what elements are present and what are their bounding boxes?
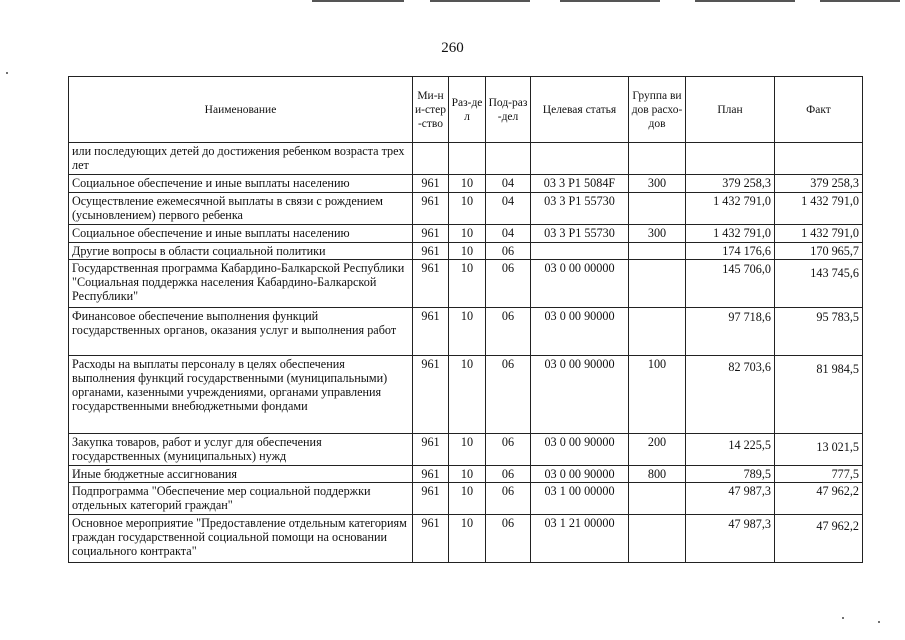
row-name: Основное мероприятие "Предоставление отдельным категориям граждан государственной социальной помощи на основании социального контракта" <box>69 515 413 563</box>
row-target: 03 1 21 00000 <box>531 515 629 563</box>
row-name: Социальное обеспечение и иные выплаты населению <box>69 225 413 243</box>
row-subsection: 06 <box>486 243 531 260</box>
row-group: 800 <box>629 466 686 483</box>
table-row <box>69 143 863 175</box>
row-group <box>629 260 686 308</box>
row-name: Государственная программа Кабардино-Балкарской Республики "Социальная поддержка населения Кабардино-Балкарской Республики" <box>69 260 413 308</box>
scan-speck <box>842 617 844 619</box>
row-subsection: 06 <box>486 515 531 563</box>
header-plan: План <box>686 77 775 143</box>
scan-speck <box>878 621 880 623</box>
row-ministry: 961 <box>413 356 449 434</box>
scan-speck <box>6 72 8 74</box>
row-plan: 145 706,0 <box>686 260 775 308</box>
row-fact: 47 962,2 <box>775 515 863 563</box>
row-name: Другие вопросы в области социальной политики <box>69 243 413 260</box>
row-ministry <box>413 143 449 175</box>
table-row <box>69 515 863 563</box>
row-fact: 81 984,5 <box>775 356 863 434</box>
row-plan <box>686 143 775 175</box>
row-name: Закупка товаров, работ и услуг для обеспечения государственных (муниципальных) нужд <box>69 434 413 466</box>
row-subsection: 04 <box>486 175 531 193</box>
row-section: 10 <box>449 356 486 434</box>
scan-line <box>312 0 404 2</box>
row-ministry: 961 <box>413 515 449 563</box>
scan-line <box>560 0 660 2</box>
row-section: 10 <box>449 308 486 356</box>
row-group: 300 <box>629 175 686 193</box>
row-plan: 379 258,3 <box>686 175 775 193</box>
row-group <box>629 243 686 260</box>
table-row <box>69 193 863 225</box>
row-section: 10 <box>449 193 486 225</box>
row-name: Социальное обеспечение и иные выплаты населению <box>69 175 413 193</box>
table-row <box>69 466 863 483</box>
row-group <box>629 515 686 563</box>
row-subsection: 06 <box>486 356 531 434</box>
row-target: 03 0 00 90000 <box>531 434 629 466</box>
row-name: Расходы на выплаты персоналу в целях обеспечения выполнения функций государственными (муниципальными) органами, казенными учреждениями, органами управления государственными внебюджетными фондами <box>69 356 413 434</box>
row-subsection: 06 <box>486 260 531 308</box>
row-target: 03 0 00 90000 <box>531 308 629 356</box>
row-subsection: 06 <box>486 308 531 356</box>
header-fact: Факт <box>775 77 863 143</box>
row-ministry: 961 <box>413 175 449 193</box>
row-name: Финансовое обеспечение выполнения функций государственных органов, оказания услуг и выполнения работ <box>69 308 413 356</box>
row-plan: 174 176,6 <box>686 243 775 260</box>
row-target: 03 3 P1 5084F <box>531 175 629 193</box>
row-fact: 379 258,3 <box>775 175 863 193</box>
row-fact: 143 745,6 <box>775 260 863 308</box>
page-number: 260 <box>441 40 464 56</box>
row-name: Иные бюджетные ассигнования <box>69 466 413 483</box>
row-fact: 47 962,2 <box>775 483 863 515</box>
row-ministry: 961 <box>413 260 449 308</box>
row-target: 03 0 00 90000 <box>531 466 629 483</box>
table-row <box>69 260 863 308</box>
scan-line <box>695 0 795 2</box>
header-target: Целевая статья <box>531 77 629 143</box>
row-group <box>629 483 686 515</box>
row-name: Подпрограмма "Обеспечение мер социальной поддержки отдельных категорий граждан" <box>69 483 413 515</box>
row-ministry: 961 <box>413 434 449 466</box>
row-fact: 1 432 791,0 <box>775 225 863 243</box>
row-target: 03 1 00 00000 <box>531 483 629 515</box>
row-group <box>629 143 686 175</box>
row-group: 300 <box>629 225 686 243</box>
row-section: 10 <box>449 243 486 260</box>
row-section: 10 <box>449 483 486 515</box>
row-subsection: 04 <box>486 193 531 225</box>
row-plan: 1 432 791,0 <box>686 193 775 225</box>
row-target: 03 0 00 90000 <box>531 356 629 434</box>
table-row <box>69 225 863 243</box>
row-fact <box>775 143 863 175</box>
row-target <box>531 243 629 260</box>
row-ministry: 961 <box>413 466 449 483</box>
row-ministry: 961 <box>413 193 449 225</box>
row-target: 03 0 00 00000 <box>531 260 629 308</box>
row-group <box>629 308 686 356</box>
row-group: 200 <box>629 434 686 466</box>
row-plan: 1 432 791,0 <box>686 225 775 243</box>
row-plan: 47 987,3 <box>686 483 775 515</box>
row-ministry: 961 <box>413 308 449 356</box>
row-subsection: 06 <box>486 466 531 483</box>
row-fact: 777,5 <box>775 466 863 483</box>
row-section: 10 <box>449 515 486 563</box>
row-target <box>531 143 629 175</box>
table-row <box>69 308 863 356</box>
row-subsection: 06 <box>486 483 531 515</box>
row-target: 03 3 P1 55730 <box>531 225 629 243</box>
row-section: 10 <box>449 225 486 243</box>
row-plan: 14 225,5 <box>686 434 775 466</box>
row-fact: 1 432 791,0 <box>775 193 863 225</box>
row-ministry: 961 <box>413 243 449 260</box>
row-section <box>449 143 486 175</box>
row-subsection <box>486 143 531 175</box>
row-ministry: 961 <box>413 225 449 243</box>
row-plan: 97 718,6 <box>686 308 775 356</box>
row-subsection: 04 <box>486 225 531 243</box>
row-section: 10 <box>449 260 486 308</box>
table-row <box>69 434 863 466</box>
budget-table <box>68 76 863 563</box>
row-plan: 82 703,6 <box>686 356 775 434</box>
header-name: Наименование <box>69 77 413 143</box>
row-group: 100 <box>629 356 686 434</box>
table-row <box>69 356 863 434</box>
row-name: или последующих детей до достижения ребенком возраста трех лет <box>69 143 413 175</box>
row-name: Осуществление ежемесячной выплаты в связи с рождением (усыновлением) первого ребенка <box>69 193 413 225</box>
row-fact: 13 021,5 <box>775 434 863 466</box>
row-ministry: 961 <box>413 483 449 515</box>
row-section: 10 <box>449 175 486 193</box>
table-row <box>69 483 863 515</box>
row-fact: 170 965,7 <box>775 243 863 260</box>
row-group <box>629 193 686 225</box>
header-group: Группа видов расхо-дов <box>629 77 686 143</box>
header-subsection: Под-раз-дел <box>486 77 531 143</box>
table-row <box>69 243 863 260</box>
table-row <box>69 175 863 193</box>
scan-line <box>430 0 530 2</box>
row-section: 10 <box>449 434 486 466</box>
row-fact: 95 783,5 <box>775 308 863 356</box>
header-ministry: Ми-ни-стер-ство <box>413 77 449 143</box>
row-target: 03 3 P1 55730 <box>531 193 629 225</box>
header-row <box>69 77 863 143</box>
row-plan: 789,5 <box>686 466 775 483</box>
header-section: Раз-дел <box>449 77 486 143</box>
row-plan: 47 987,3 <box>686 515 775 563</box>
row-subsection: 06 <box>486 434 531 466</box>
scan-line <box>820 0 900 2</box>
row-section: 10 <box>449 466 486 483</box>
